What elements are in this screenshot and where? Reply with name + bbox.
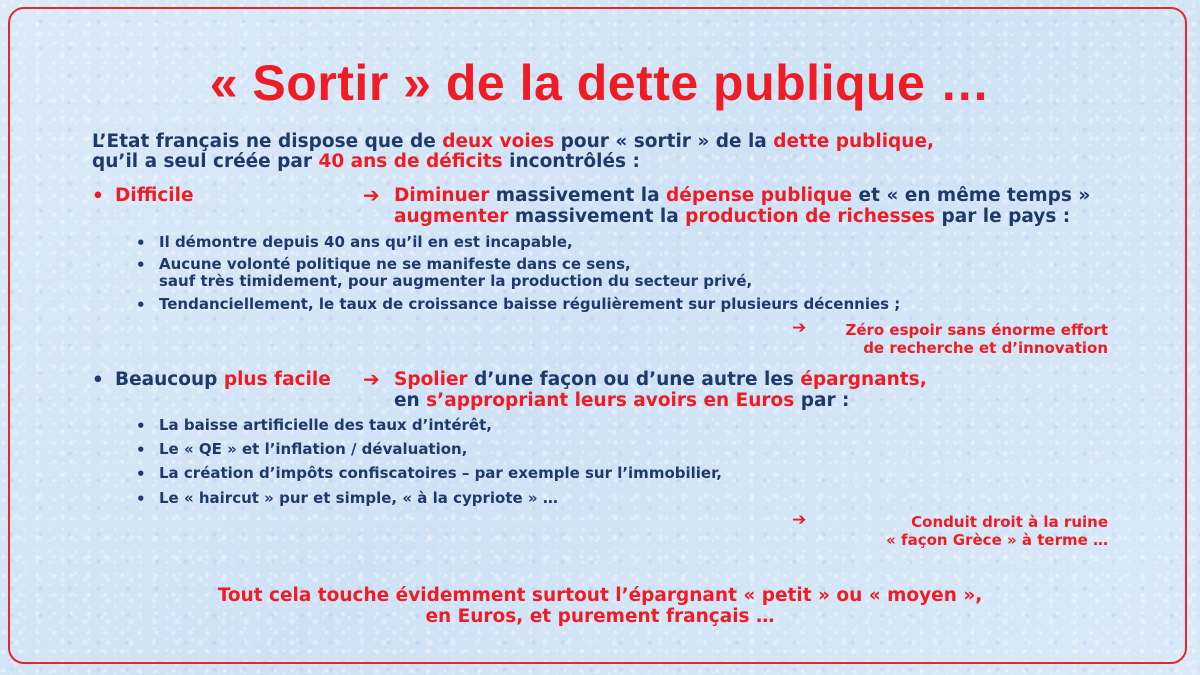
footer-line-2: en Euros, et purement français … [425, 606, 775, 627]
text-run: par : [794, 390, 850, 411]
way2-conclusion-line-2: « façon Grèce » à terme … [886, 531, 1108, 549]
way1-sub-item: Aucune volonté politique ne se manifeste dans ce sens, [159, 255, 631, 273]
text-run: par le pays : [935, 206, 1071, 227]
text-run: épargnants, [800, 369, 927, 390]
arrow-right-icon: ➔ [363, 183, 380, 207]
way1-label [115, 186, 194, 206]
sub-bullet-icon: • [136, 490, 146, 508]
sub-bullet-icon: • [136, 234, 146, 252]
text-run: Diminuer [394, 185, 490, 206]
way1-line-1 [394, 186, 1090, 206]
text-run: en [394, 390, 427, 411]
way2-sub-item: Le « haircut » pur et simple, « à la cypriote » … [159, 489, 558, 507]
intro-line-2 [92, 152, 640, 172]
way1-line-2 [394, 207, 1070, 227]
arrow-right-icon: ➔ [792, 318, 807, 338]
text-run: s’appropriant leurs avoirs en Euros [426, 390, 795, 411]
way2-sub-item: La création d’impôts confiscatoires – par exemple sur l’immobilier, [159, 464, 722, 482]
text-run: qu’il a seul créée par [92, 151, 319, 172]
slide-title: « Sortir » de la dette publique … [209, 55, 991, 111]
arrow-right-icon: ➔ [792, 510, 807, 530]
sub-bullet-icon: • [136, 256, 146, 274]
text-run: deux voies [442, 131, 555, 152]
way2-line-2 [394, 391, 849, 411]
way2-conclusion-line-1: Conduit droit à la ruine [911, 513, 1108, 531]
sub-bullet-icon: • [136, 417, 146, 435]
text-run: 40 ans de déficits [318, 151, 503, 172]
text-run: Beaucoup [115, 369, 224, 390]
bullet-icon: • [92, 370, 104, 391]
way1-conclusion-line-1: Zéro espoir sans énorme effort [845, 321, 1108, 339]
sub-bullet-icon: • [136, 296, 146, 314]
footer-line-1: Tout cela touche évidemment surtout l’épargnant « petit » ou « moyen », [217, 585, 983, 606]
text-run: Difficile [115, 185, 194, 206]
text-run: dette publique, [773, 131, 935, 152]
text-run: L’Etat français ne dispose que de [92, 131, 443, 152]
arrow-right-icon: ➔ [363, 367, 380, 391]
text-run: augmenter [394, 206, 509, 227]
bullet-icon: • [92, 186, 104, 207]
text-run: massivement la [508, 206, 686, 227]
way1-sub-item: Il démontre depuis 40 ans qu’il en est incapable, [159, 233, 573, 251]
way2-sub-item: La baisse artificielle des taux d’intérêt, [159, 416, 492, 434]
text-run: d’une façon ou d’une autre les [467, 369, 801, 390]
way1-sub-item-continuation: sauf très timidement, pour augmenter la production du secteur privé, [159, 272, 753, 290]
text-run: Spolier [394, 369, 468, 390]
way2-label [115, 370, 331, 390]
sub-bullet-icon: • [136, 465, 146, 483]
text-run: et « en même temps » [852, 185, 1091, 206]
text-run: dépense publique [666, 185, 853, 206]
way2-sub-item: Le « QE » et l’inflation / dévaluation, [159, 440, 468, 458]
sub-bullet-icon: • [136, 441, 146, 459]
text-run: plus facile [223, 369, 331, 390]
text-run: pour « sortir » de la [554, 131, 774, 152]
text-run: production de richesses [685, 206, 936, 227]
way1-conclusion-line-2: de recherche et d’innovation [863, 339, 1108, 357]
intro-line-1 [92, 132, 934, 152]
text-run: incontrôlés : [502, 151, 640, 172]
way1-sub-item: Tendanciellement, le taux de croissance baisse régulièrement sur plusieurs décennies ; [159, 295, 901, 313]
text-run: massivement la [489, 185, 667, 206]
way2-line-1 [394, 370, 927, 390]
